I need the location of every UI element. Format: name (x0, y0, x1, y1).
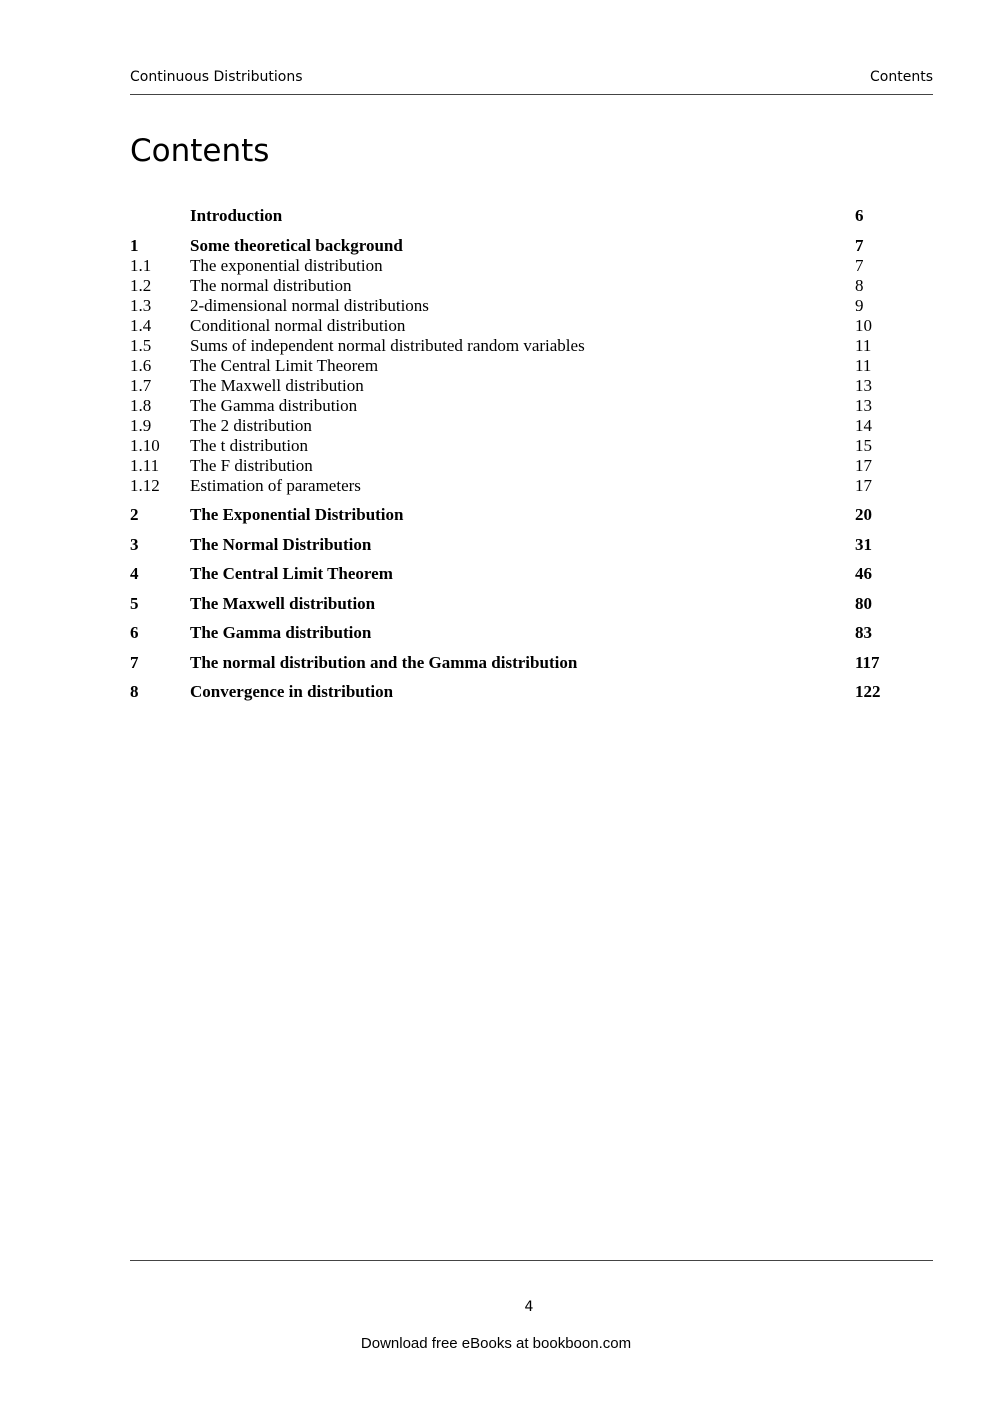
toc-chapter-entry[interactable] (130, 236, 900, 256)
toc-entry-title: Sums of independent normal distributed random variables (190, 335, 585, 355)
toc-entry-title: Convergence in distribution (190, 682, 394, 701)
toc-section-entry[interactable] (130, 416, 900, 436)
toc-entry-page: 122 (855, 682, 881, 701)
toc-entry-title: The F distribution (190, 455, 313, 475)
toc-entry-number: 6 (130, 623, 139, 642)
toc-entry-number: 1.8 (130, 395, 152, 415)
toc-chapter-entry[interactable] (130, 653, 900, 673)
table-of-contents (130, 206, 900, 702)
toc-entry-title: The 2 distribution (190, 415, 312, 435)
toc-entry-title: Introduction (190, 206, 283, 225)
toc-entry-title: The Exponential Distribution (190, 505, 404, 524)
toc-entry-title: 2-dimensional normal distributions (190, 295, 429, 315)
toc-section-entry[interactable] (130, 336, 900, 356)
toc-entry-title: The Normal Distribution (190, 534, 372, 554)
toc-entry-title: Estimation of parameters (190, 475, 361, 495)
toc-entry-number: 1.4 (130, 315, 152, 335)
toc-entry-title: The Central Limit Theorem (190, 355, 379, 375)
page-number: 4 (524, 1299, 534, 1315)
toc-entry-title: The Maxwell distribution (190, 593, 376, 613)
toc-chapter-entry[interactable] (130, 594, 900, 614)
toc-entry-number: 1.1 (130, 255, 152, 275)
toc-entry-page: 8 (855, 275, 864, 295)
toc-entry-page: 17 (855, 455, 872, 475)
toc-entry-page: 14 (855, 415, 872, 435)
toc-entry-page: 11 (855, 335, 872, 355)
toc-section-entry[interactable] (130, 436, 900, 456)
toc-entry-title: The t distribution (190, 435, 309, 455)
toc-entry-page: 31 (855, 534, 872, 554)
toc-entry-number: 2 (130, 505, 139, 524)
toc-entry-number: 1.6 (130, 355, 152, 375)
toc-entry-page: 6 (855, 206, 864, 225)
toc-entry-number: 1.11 (130, 455, 160, 475)
toc-entry-number: 4 (130, 564, 139, 583)
toc-entry-page: 117 (855, 652, 880, 672)
toc-entry-title: The Central Limit Theorem (190, 564, 393, 583)
toc-entry-title: The normal distribution and the Gamma distribution (190, 652, 578, 672)
toc-entry-number: 5 (130, 593, 139, 613)
page-title: Contents (130, 133, 270, 169)
toc-section-entry[interactable] (130, 296, 900, 316)
header-section-name: Contents (870, 69, 933, 85)
toc-section-entry[interactable] (130, 376, 900, 396)
toc-entry-title: Some theoretical background (190, 235, 403, 255)
toc-section-entry[interactable] (130, 256, 900, 276)
running-header (130, 68, 933, 95)
toc-entry-title: The exponential distribution (190, 255, 383, 275)
toc-entry-number: 8 (130, 682, 139, 701)
toc-entry-page: 7 (855, 235, 864, 255)
toc-entry-page: 20 (855, 505, 872, 524)
toc-entry-page: 80 (855, 593, 872, 613)
toc-section-entry[interactable] (130, 276, 900, 296)
toc-entry-number: 1.12 (130, 475, 160, 495)
toc-entry-number: 1.10 (130, 435, 160, 455)
toc-entry-page: 7 (855, 255, 864, 275)
toc-entry-number: 1.3 (130, 295, 152, 315)
toc-entry-page: 17 (855, 475, 872, 495)
toc-entry-title: The Gamma distribution (190, 395, 358, 415)
toc-entry-title: The normal distribution (190, 275, 352, 295)
toc-chapter-entry[interactable] (130, 564, 900, 584)
toc-chapter-entry[interactable] (130, 535, 900, 555)
footer-divider (130, 1260, 933, 1261)
toc-entry-page: 9 (855, 295, 864, 315)
toc-section-entry[interactable] (130, 396, 900, 416)
toc-entry-page: 46 (855, 564, 872, 583)
toc-chapter-entry[interactable] (130, 505, 900, 525)
toc-entry-title: Conditional normal distribution (190, 315, 406, 335)
toc-entry-number: 1.2 (130, 275, 152, 295)
toc-entry-page: 10 (855, 315, 872, 335)
toc-chapter-entry[interactable] (130, 623, 900, 643)
toc-entry-number: 7 (130, 652, 139, 672)
toc-entry-number: 1.7 (130, 375, 152, 395)
toc-entry-number: 1.9 (130, 415, 152, 435)
toc-entry-number: 1.5 (130, 335, 152, 355)
download-link-text[interactable]: Download free eBooks at bookboon.com (360, 1335, 632, 1352)
toc-entry-page: 11 (855, 355, 872, 375)
toc-entry-page: 83 (855, 623, 872, 642)
toc-entry-title: The Maxwell distribution (190, 375, 364, 395)
toc-entry-page: 13 (855, 375, 872, 395)
toc-chapter-entry[interactable] (130, 682, 900, 702)
toc-entry-page: 15 (855, 435, 872, 455)
toc-entry-title: The Gamma distribution (190, 623, 372, 642)
toc-entry-page: 13 (855, 395, 872, 415)
toc-section-entry[interactable] (130, 476, 900, 496)
header-book-title: Continuous Distributions (130, 69, 303, 85)
toc-section-entry[interactable] (130, 456, 900, 476)
toc-section-entry[interactable] (130, 356, 900, 376)
toc-entry-number: 1 (130, 235, 139, 255)
toc-section-entry[interactable] (130, 316, 900, 336)
toc-chapter-entry[interactable] (130, 206, 900, 226)
toc-entry-number: 3 (130, 534, 139, 554)
